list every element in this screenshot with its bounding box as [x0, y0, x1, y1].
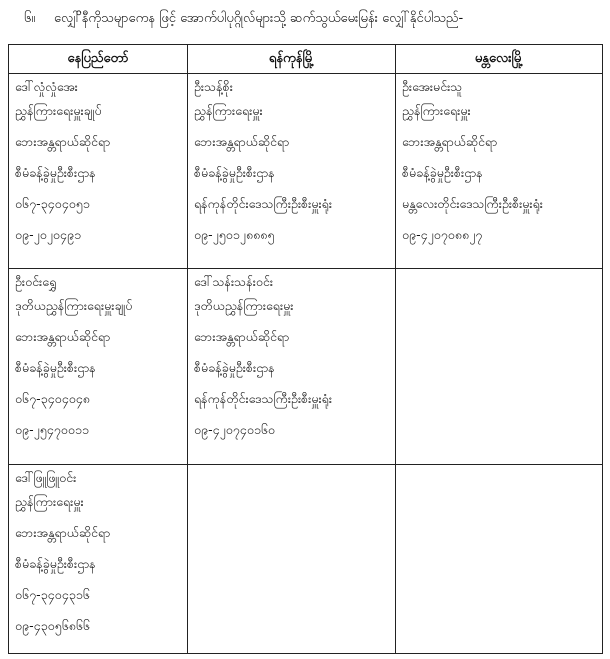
contact-name: ဒေါ်ဖြူဖြူဝင်း: [15, 470, 77, 485]
contact-department-cont: စီမံခန့်ခွဲမှုဦးစီးဌာန: [194, 360, 275, 375]
contact-phone: ၀၉-၄၃၀၅၆၈၆၆: [15, 618, 90, 633]
contact-phone: ၀၉-၂၅၀၁၂၈၈၈၅: [194, 227, 275, 242]
table-row: [9, 465, 603, 654]
contact-position: ညွှန်ကြားရေးမှူး: [402, 103, 471, 118]
intro-paragraph: [24, 6, 600, 32]
contact-cell-naypyitaw: [9, 74, 188, 269]
contact-name: ဦးအေးမင်းသူ: [402, 79, 463, 94]
contact-position: ညွှန်ကြားရေးမှူး: [15, 494, 84, 509]
contact-cell-naypyitaw: [9, 465, 188, 654]
contact-department: ဘေးအန္တရာယ်ဆိုင်ရာ: [15, 525, 111, 540]
item-number: ၆။: [24, 11, 36, 26]
contact-office-or-phone: ရန်ကုန်တိုင်းဒေသကြီးဦးစီးမှူးရုံး: [194, 391, 333, 406]
header-row: [9, 45, 603, 74]
contact-details: [396, 74, 602, 255]
contact-office-or-phone: ၀၆၇-၃၄၀၄၀၅၁: [15, 196, 90, 211]
contact-cell-yangon: [188, 74, 396, 269]
contact-department: ဘေးအန္တရာယ်ဆိုင်ရာ: [15, 134, 111, 149]
contact-position: ညွှန်ကြားရေးမှူးချုပ်: [15, 103, 102, 118]
contact-details: [188, 269, 395, 450]
contact-office-or-phone: မန္တလေးတိုင်းဒေသကြီးဦးစီးမှူးရုံး: [402, 196, 543, 211]
header-naypyitaw: နေပြည်တော်: [9, 45, 188, 74]
contact-department: ဘေးအန္တရာယ်ဆိုင်ရာ: [15, 329, 111, 344]
contact-phone: ၀၉-၂၀၂၀၄၉၁: [15, 227, 82, 242]
contact-position: ဒုတိယညွှန်ကြားရေးမှူး: [194, 298, 294, 313]
intro-text: လျှေါ်ိနီကိုသမျာကေန ဖြင့် အောက်ပါပုဂ္ဂိုလ်များသို့ ဆက်သွယ်မေးမြန်း လျှေါ်နိုင်ပါသည်-: [54, 11, 464, 26]
contact-office-or-phone: ၀၆၇-၃၄၀၄၃၁၆: [15, 587, 90, 602]
contact-office-or-phone: ရန်ကုန်တိုင်းဒေသကြီးဦးစီးမှူးရုံး: [194, 196, 333, 211]
table-row: [9, 269, 603, 465]
contact-cell-mandalay: [396, 465, 603, 654]
contact-department-cont: စီမံခန့်ခွဲမှုဦးစီးဌာန: [15, 556, 96, 571]
contact-department: ဘေးအန္တရာယ်ဆိုင်ရာ: [194, 134, 290, 149]
contact-name: ဦးသန့်စိုး: [194, 79, 233, 94]
contact-department-cont: စီမံခန့်ခွဲမှုဦးစီးဌာန: [194, 165, 275, 180]
contact-cell-yangon: [188, 269, 396, 465]
contact-phone: ၀၉-၄၂၀၇၀၈၈၂၇: [402, 227, 483, 242]
contacts-table: [8, 44, 603, 654]
contact-cell-mandalay: [396, 74, 603, 269]
contacts-body: [9, 74, 603, 654]
contact-details: [188, 74, 395, 255]
contact-name: ဦးဝင်းရွှေ: [15, 274, 57, 289]
contact-details: [9, 465, 187, 646]
contact-department: ဘေးအန္တရာယ်ဆိုင်ရာ: [402, 134, 498, 149]
table-row: [9, 74, 603, 269]
contact-cell-mandalay: [396, 269, 603, 465]
contact-name: ဒေါ်သန်းသန်းဝင်း: [194, 274, 274, 289]
contact-position: ညွှန်ကြားရေးမှူး: [194, 103, 263, 118]
contact-office-or-phone: ၀၆၇-၃၄၀၄၀၄၈: [15, 391, 90, 406]
contact-details: [9, 269, 187, 450]
contact-position: ဒုတိယညွှန်ကြားရေးမှူးချုပ်: [15, 298, 133, 313]
contact-cell-naypyitaw: [9, 269, 188, 465]
contact-details: [9, 74, 187, 255]
contact-cell-yangon: [188, 465, 396, 654]
contact-department-cont: စီမံခန့်ခွဲမှုဦးစီးဌာန: [402, 165, 483, 180]
contact-department: ဘေးအန္တရာယ်ဆိုင်ရာ: [194, 329, 290, 344]
header-mandalay: မန္တလေးမြို့: [396, 45, 603, 74]
header-yangon: ရန်ကုန်မြို့: [188, 45, 396, 74]
contact-department-cont: စီမံခန့်ခွဲမှုဦးစီးဌာန: [15, 165, 96, 180]
contact-phone: ၀၉-၄၂၀၇၄၀၁၆၀: [194, 422, 275, 437]
contact-department-cont: စီမံခန့်ခွဲမှုဦးစီးဌာန: [15, 360, 96, 375]
contact-name: ဒေါ်လှုံလှုံအေး: [15, 79, 78, 94]
contact-phone: ၀၉-၂၅၄၇၀၀၁၁: [15, 422, 89, 437]
